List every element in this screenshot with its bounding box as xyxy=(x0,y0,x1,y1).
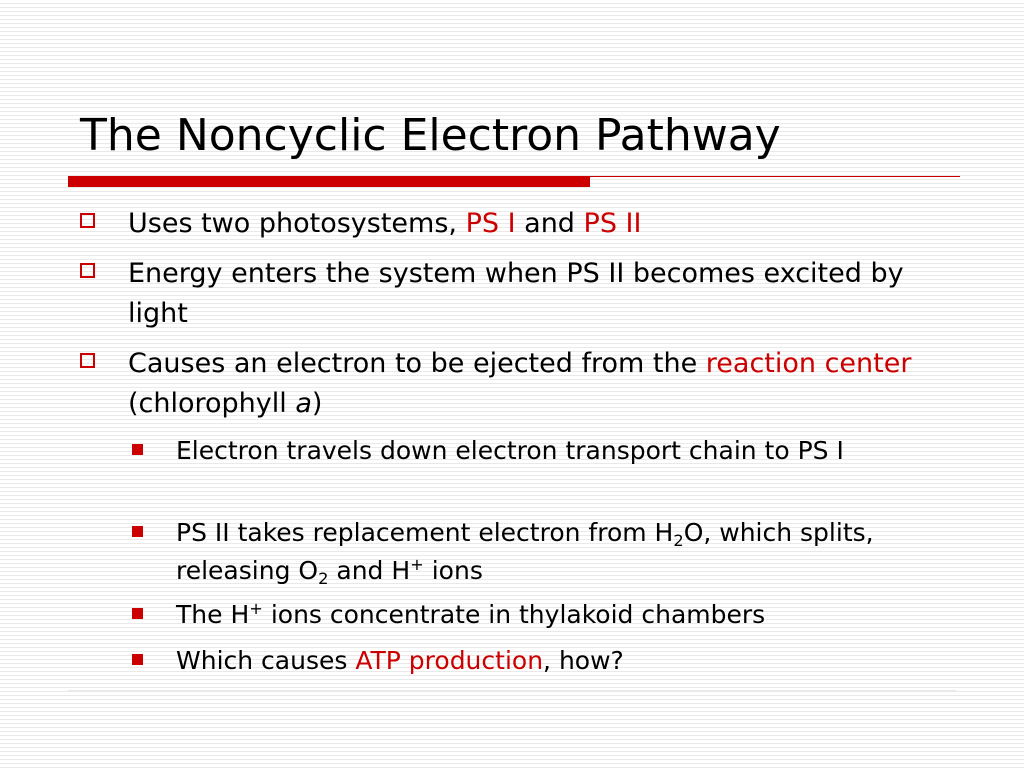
reaction-center-highlight: reaction center xyxy=(705,348,912,379)
bullet-text: (chlorophyll xyxy=(128,388,296,419)
title-underline-thin xyxy=(590,176,960,177)
subbullet-text: Which causes xyxy=(176,646,356,675)
subbullet-text: and H xyxy=(328,556,411,585)
subscript: 2 xyxy=(318,568,329,588)
subbullet-text: ions concentrate in thylakoid chambers xyxy=(262,600,766,629)
footer-rule xyxy=(68,690,956,691)
ps2-highlight: PS II xyxy=(583,208,642,239)
bullet-text: Uses two photosystems, xyxy=(128,208,466,239)
subbullet-text: ions xyxy=(423,556,483,585)
subbullet-text: PS II takes replacement electron from H xyxy=(176,518,674,547)
filled-square-bullet-icon xyxy=(132,526,143,537)
subbullet-transport-chain xyxy=(176,432,966,470)
subbullet-text: , how? xyxy=(543,646,624,675)
subbullet-text: Electron travels down electron transport chain to PS I xyxy=(176,436,844,465)
chlorophyll-italic: a xyxy=(295,388,312,419)
superscript: + xyxy=(249,599,263,619)
superscript: + xyxy=(410,555,424,575)
title-underline-thick xyxy=(68,176,590,187)
subbullet-text: The H xyxy=(176,600,250,629)
hollow-square-bullet-icon xyxy=(80,213,95,228)
atp-production-highlight: ATP production xyxy=(355,646,544,675)
bullet-energy-enters xyxy=(128,254,958,334)
hollow-square-bullet-icon xyxy=(80,263,95,278)
filled-square-bullet-icon xyxy=(132,444,143,455)
bullet-text: Energy enters the system when PS II becomes excited by light xyxy=(128,258,904,329)
hollow-square-bullet-icon xyxy=(80,353,95,368)
subbullet-replacement-electron xyxy=(176,514,966,590)
ps1-highlight: PS I xyxy=(465,208,516,239)
bullet-photosystems xyxy=(128,204,958,244)
subbullet-text: O, which splits, releasing O xyxy=(176,518,874,585)
slide-title: The Noncyclic Electron Pathway xyxy=(80,110,781,161)
bullet-electron-ejected xyxy=(128,344,958,424)
bullet-text: ) xyxy=(311,388,323,419)
filled-square-bullet-icon xyxy=(132,608,143,619)
subscript: 2 xyxy=(673,530,684,550)
subbullet-thylakoid xyxy=(176,596,966,634)
bullet-text: Causes an electron to be ejected from the xyxy=(128,348,706,379)
subbullet-atp xyxy=(176,642,966,680)
bullet-text: and xyxy=(515,208,584,239)
filled-square-bullet-icon xyxy=(132,654,143,665)
